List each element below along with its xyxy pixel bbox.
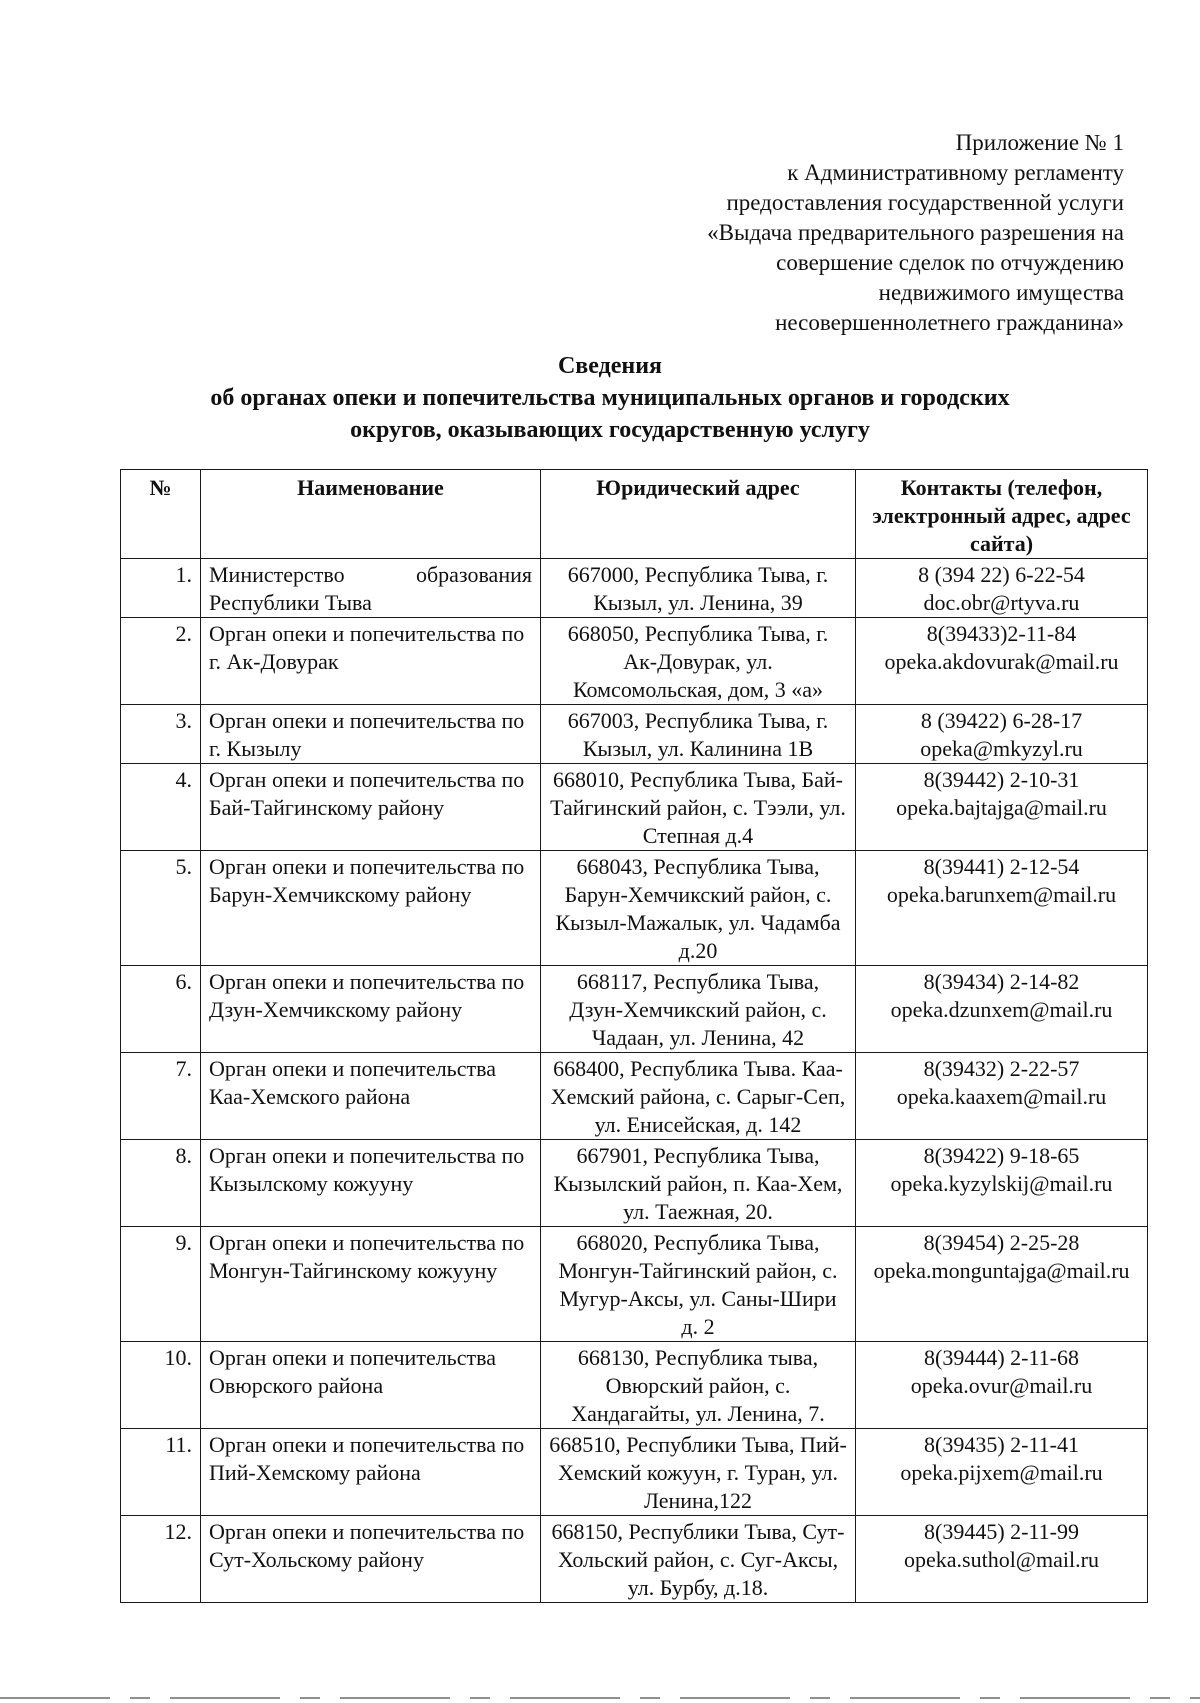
annex-line: предоставления государственной услуги <box>726 190 1124 215</box>
table-row <box>121 1342 1148 1429</box>
row-contacts <box>856 1053 1148 1140</box>
row-address: 668400, Республика Тыва. Каа-Хемский района, с. Сарыг-Сеп, ул. Енисейская, д. 142 <box>541 1053 856 1140</box>
row-number: 6. <box>121 966 201 1053</box>
row-address: 668117, Республика Тыва, Дзун-Хемчикский район, с. Чадаан, ул. Ленина, 42 <box>541 966 856 1053</box>
row-email: opeka.suthol@mail.ru <box>903 1547 1099 1572</box>
document-title <box>150 350 1070 446</box>
row-name: Министерство образования Республики Тыва <box>201 559 541 618</box>
row-phone: 8(39435) 2-11-41 <box>924 1432 1079 1457</box>
row-address: 668020, Республика Тыва, Монгун-Тайгинский район, с. Мугур-Аксы, ул. Саны-Шири д. 2 <box>541 1227 856 1342</box>
row-contacts <box>856 705 1148 764</box>
row-email: opeka.bajtajga@mail.ru <box>896 795 1107 820</box>
row-phone: 8(39444) 2-11-68 <box>924 1345 1079 1370</box>
row-phone: 8(39422) 9-18-65 <box>923 1143 1080 1168</box>
row-phone: 8(39432) 2-22-57 <box>923 1056 1080 1081</box>
row-number: 2. <box>121 618 201 705</box>
row-phone: 8(39441) 2-12-54 <box>923 854 1080 879</box>
row-contacts <box>856 966 1148 1053</box>
table-row <box>121 966 1148 1053</box>
header-name: Наименование <box>201 470 541 559</box>
row-contacts <box>856 851 1148 966</box>
row-phone: 8(39434) 2-14-82 <box>923 969 1080 994</box>
annex-line: к Административному регламенту <box>787 160 1124 185</box>
row-address: 668130, Республика тыва, Овюрский район, с. Хандагайты, ул. Ленина, 7. <box>541 1342 856 1429</box>
row-name: Орган опеки и попечительства Овюрского района <box>201 1342 541 1429</box>
row-contacts <box>856 1516 1148 1603</box>
row-phone: 8(39433)2-11-84 <box>926 621 1077 646</box>
row-address: 668150, Республики Тыва, Сут-Хольский район, с. Суг-Аксы, ул. Бурбу, д.18. <box>541 1516 856 1603</box>
row-address: 668510, Республики Тыва, Пий-Хемский кожуун, г. Туран, ул. Ленина,122 <box>541 1429 856 1516</box>
row-name: Орган опеки и попечительства по Дзун-Хемчикскому району <box>201 966 541 1053</box>
row-contacts <box>856 764 1148 851</box>
row-name: Орган опеки и попечительства по Барун-Хемчикскому району <box>201 851 541 966</box>
row-name: Орган опеки и попечительства по Бай-Тайгинскому району <box>201 764 541 851</box>
annex-line: Приложение № 1 <box>955 130 1124 155</box>
row-contacts <box>856 1227 1148 1342</box>
row-phone: 8(39445) 2-11-99 <box>924 1519 1079 1544</box>
row-address: 667901, Республика Тыва, Кызылский район, п. Каа-Хем, ул. Таежная, 20. <box>541 1140 856 1227</box>
row-number: 11. <box>121 1429 201 1516</box>
row-number: 9. <box>121 1227 201 1342</box>
row-name: Орган опеки и попечительства Каа-Хемского района <box>201 1053 541 1140</box>
row-contacts <box>856 1429 1148 1516</box>
row-email: opeka.pijxem@mail.ru <box>900 1460 1103 1485</box>
annex-line: недвижимого имущества <box>878 280 1124 305</box>
row-contacts <box>856 1342 1148 1429</box>
row-contacts <box>856 559 1148 618</box>
row-name: Орган опеки и попечительства по г. Ак-Довурак <box>201 618 541 705</box>
page-bottom-edge <box>0 1697 1200 1699</box>
table-row <box>121 1140 1148 1227</box>
annex-line: совершение сделок по отчуждению <box>776 250 1124 275</box>
table-row <box>121 1516 1148 1603</box>
row-email: opeka.kyzylskij@mail.ru <box>890 1171 1113 1196</box>
annex-line: несовершеннолетнего гражданина» <box>775 310 1124 335</box>
title-line: Сведения <box>557 353 663 379</box>
table-row <box>121 764 1148 851</box>
row-number: 1. <box>121 559 201 618</box>
row-name: Орган опеки и попечительства по Кызылскому кожууну <box>201 1140 541 1227</box>
row-email: opeka.dzunxem@mail.ru <box>890 997 1113 1022</box>
row-number: 4. <box>121 764 201 851</box>
guardianship-bodies-table <box>120 469 1148 1603</box>
row-number: 5. <box>121 851 201 966</box>
header-address: Юридический адрес <box>541 470 856 559</box>
table-row <box>121 559 1148 618</box>
row-email: opeka.monguntajga@mail.ru <box>873 1258 1130 1283</box>
row-contacts <box>856 618 1148 705</box>
row-email: opeka.barunxem@mail.ru <box>886 882 1117 907</box>
row-number: 3. <box>121 705 201 764</box>
row-number: 12. <box>121 1516 201 1603</box>
row-number: 7. <box>121 1053 201 1140</box>
row-address: 668010, Республика Тыва, Бай-Тайгинский район, с. Тээли, ул. Степная д.4 <box>541 764 856 851</box>
table-row <box>121 618 1148 705</box>
row-number: 10. <box>121 1342 201 1429</box>
row-phone: 8(39454) 2-25-28 <box>923 1230 1080 1255</box>
table-header-row <box>121 470 1148 559</box>
row-address: 667003, Республика Тыва, г. Кызыл, ул. Калинина 1В <box>541 705 856 764</box>
title-line: округов, оказывающих государственную услугу <box>350 417 870 443</box>
row-email: opeka.akdovurak@mail.ru <box>884 649 1119 674</box>
annex-line: «Выдача предварительного разрешения на <box>707 220 1124 245</box>
table-row <box>121 851 1148 966</box>
row-name: Орган опеки и попечительства по Пий-Хемскому района <box>201 1429 541 1516</box>
row-email: opeka.ovur@mail.ru <box>910 1373 1093 1398</box>
row-phone: 8 (39422) 6-28-17 <box>920 708 1083 733</box>
annex-header <box>524 128 1124 338</box>
row-address: 668050, Республика Тыва, г. Ак-Довурак, ул. Комсомольская, дом, 3 «а» <box>541 618 856 705</box>
row-phone: 8 (394 22) 6-22-54 <box>918 562 1085 587</box>
row-email: opeka.kaaxem@mail.ru <box>896 1084 1107 1109</box>
row-phone: 8(39442) 2-10-31 <box>923 767 1080 792</box>
row-contacts <box>856 1140 1148 1227</box>
row-address: 667000, Республика Тыва, г. Кызыл, ул. Ленина, 39 <box>541 559 856 618</box>
row-number: 8. <box>121 1140 201 1227</box>
table-row <box>121 1227 1148 1342</box>
table-row <box>121 1429 1148 1516</box>
row-name: Орган опеки и попечительства по Монгун-Тайгинскому кожууну <box>201 1227 541 1342</box>
table-row <box>121 705 1148 764</box>
row-address: 668043, Республика Тыва, Барун-Хемчикский район, с. Кызыл-Мажалык, ул. Чадамба д.20 <box>541 851 856 966</box>
header-contacts: Контакты (телефон, электронный адрес, адрес сайта) <box>856 470 1148 559</box>
row-name: Орган опеки и попечительства по г. Кызылу <box>201 705 541 764</box>
row-email: doc.obr@rtyva.ru <box>923 590 1080 615</box>
row-email: opeka@mkyzyl.ru <box>920 736 1083 761</box>
title-line: об органах опеки и попечительства муниципальных органов и городских <box>210 385 1010 411</box>
row-name: Орган опеки и попечительства по Сут-Хольскому району <box>201 1516 541 1603</box>
table-row <box>121 1053 1148 1140</box>
header-num: № <box>121 470 201 559</box>
